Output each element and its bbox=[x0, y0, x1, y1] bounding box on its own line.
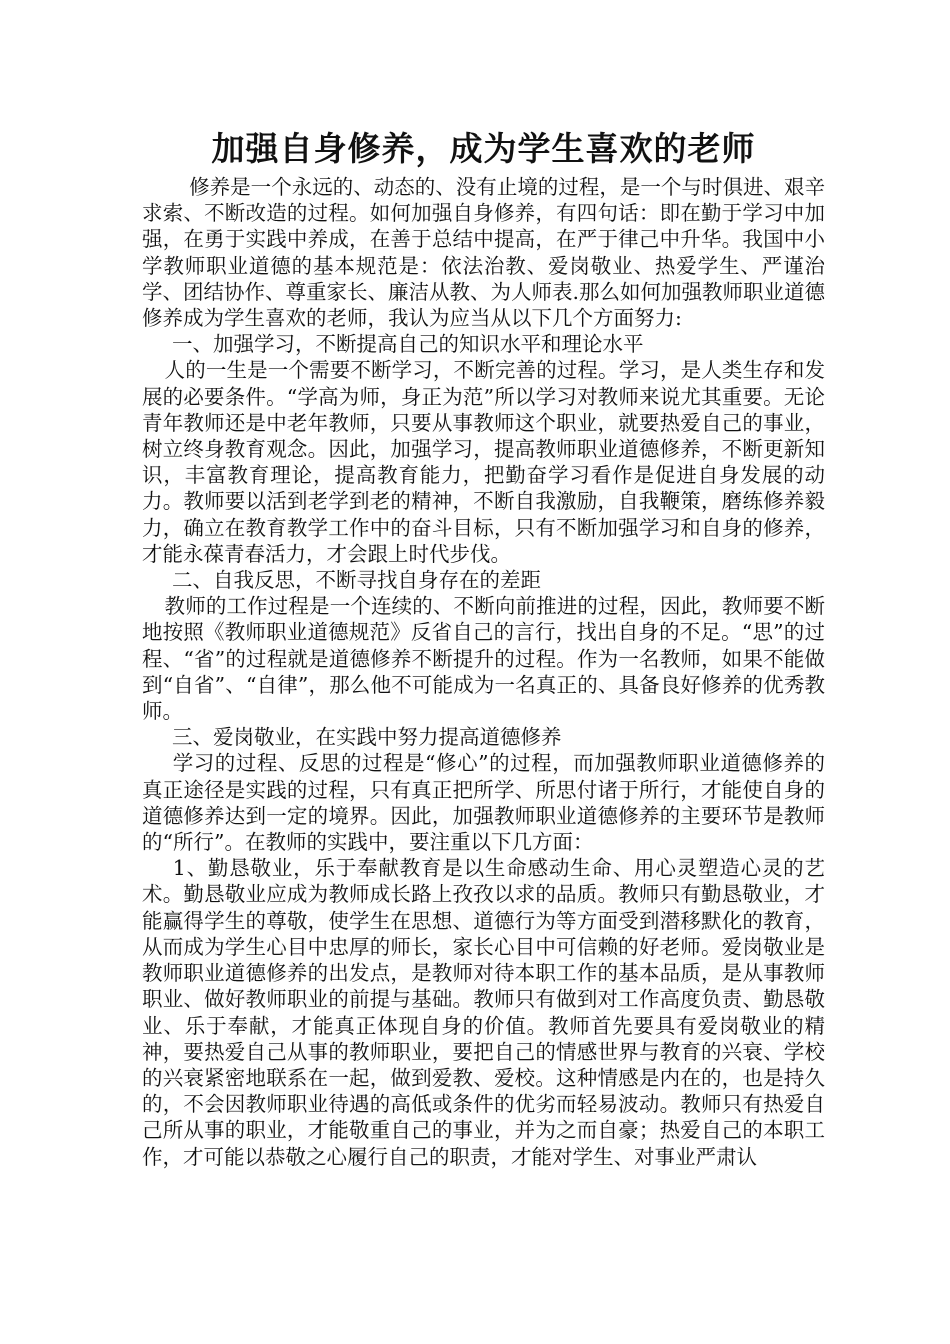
section-1-heading: 一、加强学习，不断提高自己的知识水平和理论水平 bbox=[172, 332, 644, 357]
section-3-paragraph: 学习的过程、反思的过程是“修心”的过程，而加强教师职业道德修养的真正途径是实践的过程，只有真正把所学、所思付诸于所行，才能使自身的道德修养达到一定的境界。因此，加强教师职业道德修养的主要环节是教师的“所行”。在教师的实践中，要注重以下几方面： bbox=[142, 751, 825, 855]
section-1-paragraph: 人的一生是一个需要不断学习，不断完善的过程。学习，是人类生存和发展的必要条件。“学高为师，身正为范”所以学习对教师来说尤其重要。无论青年教师还是中老年教师，只要从事教师这个职业，就要热爱自己的事业，树立终身教育观念。因此，加强学习，提高教师职业道德修养，不断更新知识，丰富教育理论，提高教育能力，把勤奋学习看作是促进自身发展的动力。教师要以活到老学到老的精神，不断自我激励，自我鞭策，磨练修养毅力，确立在教育教学工作中的奋斗目标，只有不断加强学习和自身的修养，才能永葆青春活力，才会跟上时代步伐。 bbox=[142, 358, 825, 566]
section-2-heading: 二、自我反思，不断寻找自身存在的差距 bbox=[172, 568, 541, 593]
document-title: 加强自身修养，成为学生喜欢的老师 bbox=[211, 129, 756, 168]
section-3-heading: 三、爱岗敬业，在实践中努力提高道德修养 bbox=[172, 725, 562, 750]
intro-paragraph: 修养是一个永远的、动态的、没有止境的过程，是一个与时俱进、艰辛求索、不断改造的过程。如何加强自身修养，有四句话：即在勤于学习中加强，在勇于实践中养成，在善于总结中提高，在严于律己中升华。我国中小学教师职业道德的基本规范是：依法治教、爱岗敬业、热爱学生、严谨治学、团结协作、尊重家长、廉洁从教、为人师表.那么如何加强教师职业道德修养成为学生喜欢的老师，我认为应当从以下几个方面努力: bbox=[142, 175, 826, 331]
section-2-paragraph: 教师的工作过程是一个连续的、不断向前推进的过程，因此，教师要不断地按照《教师职业道德规范》反省自己的言行，找出自身的不足。“思”的过程、“省”的过程就是道德修养不断提升的过程。作为一名教师，如果不能做到“自省”、“自律”，那么他不可能成为一名真正的、具备良好修养的优秀教师。 bbox=[142, 594, 825, 724]
point-1-paragraph: 1、勤恳敬业，乐于奉献教育是以生命感动生命、用心灵塑造心灵的艺术。勤恳敬业应成为教师成长路上孜孜以求的品质。教师只有勤恳敬业，才能赢得学生的尊敬，使学生在思想、道德行为等方面受到潜移默化的教育，从而成为学生心目中忠厚的师长，家长心目中可信赖的好老师。爱岗敬业是教师职业道德修养的出发点，是教师对待本职工作的基本品质，是从事教师职业、做好教师职业的前提与基础。教师只有做到对工作高度负责、勤恳敬业、乐于奉献，才能真正体现自身的价值。教师首先要具有爱岗敬业的精神，要热爱自己从事的教师职业，要把自己的情感世界与教育的兴衰、学校的兴衰紧密地联系在一起，做到爱教、爱校。这种情感是内在的，也是持久的，不会因教师职业待遇的高低或条件的优劣而轻易波动。教师只有热爱自己所从事的职业，才能敬重自己的事业，并为之而自豪；热爱自己的本职工作，才可能以恭敬之心履行自己的职责，才能对学生、对事业严肃认 bbox=[142, 856, 825, 1169]
